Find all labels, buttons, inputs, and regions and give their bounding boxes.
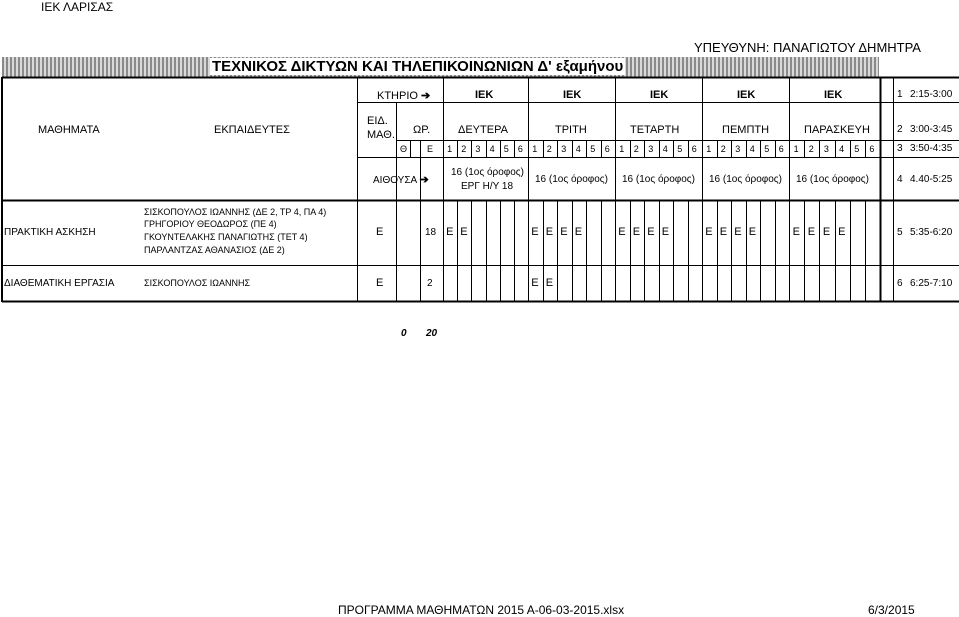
slot-mark: Ε — [545, 277, 554, 289]
course-name: ΔΙΑΘΕΜΑΤΙΚΗ ΕΡΓΑΣΙΑ — [4, 278, 115, 289]
teachers-header: ΕΚΠΑΙΔΕΥΤΕΣ — [214, 124, 290, 136]
period-number: 6 — [869, 144, 875, 154]
room-arrow-icon: ➔ — [419, 174, 429, 186]
footer-date: 6/3/2015 — [868, 603, 915, 617]
room-label — [373, 173, 429, 186]
period-number: 4 — [489, 144, 495, 154]
total-theory: 0 — [401, 328, 407, 339]
period-number: 3 — [561, 144, 567, 154]
day-wednesday: ΤΕΤΑΡΤΗ — [630, 124, 680, 136]
slot-mark: Ε — [647, 226, 655, 238]
period-number: 5 — [503, 144, 509, 154]
room-tuesday: 16 (1ος όροφος) — [535, 174, 608, 185]
period-number: 5 — [764, 144, 770, 154]
day-friday: ΠΑΡΑΣΚΕΥΗ — [804, 124, 870, 136]
slot-mark: Ε — [807, 226, 816, 238]
period-number: 4 — [749, 144, 755, 154]
slot-mark: Ε — [719, 226, 728, 238]
day-tuesday: ΤΡΙΤΗ — [555, 124, 587, 136]
slot-num-6: 6 — [897, 278, 903, 289]
spec-header-line1: ΕΙΔ. — [367, 115, 388, 127]
teacher-line: ΓΡΗΓΟΡΙΟΥ ΘΕΟΔΩΡΟΣ (ΠΕ 4) — [144, 219, 277, 229]
building-label — [377, 89, 430, 102]
period-number: 6 — [691, 144, 697, 154]
period-number: 1 — [532, 144, 538, 154]
period-number: 1 — [447, 144, 453, 154]
course-hours: 2 — [427, 278, 433, 289]
slot-mark: Ε — [838, 226, 846, 238]
slot-mark: Ε — [460, 226, 468, 238]
slot-num-2: 2 — [897, 124, 903, 135]
day-monday: ΔΕΥΤΕΡΑ — [458, 124, 508, 136]
period-number: 1 — [793, 144, 799, 154]
room-wednesday: 16 (1ος όροφος) — [622, 174, 695, 185]
slot-time-4: 4.40-5:25 — [910, 174, 953, 185]
slot-mark: Ε — [531, 226, 539, 238]
building-3: ΙΕΚ — [650, 89, 669, 101]
period-number: 3 — [648, 144, 654, 154]
period-number: 2 — [720, 144, 726, 154]
period-number: 2 — [808, 144, 814, 154]
slot-mark: Ε — [822, 226, 831, 238]
hours-header: ΩΡ. — [413, 124, 431, 136]
room-friday: 16 (1ος όροφος) — [796, 174, 869, 185]
slot-time-5: 5:35-6:20 — [910, 227, 953, 238]
building-arrow-icon: ➔ — [421, 90, 431, 102]
period-number: 6 — [778, 144, 784, 154]
slot-num-5: 5 — [897, 227, 903, 238]
slot-num-3: 3 — [897, 143, 903, 154]
spec-header-line2: ΜΑΘ. — [367, 129, 395, 141]
course-spec: Ε — [376, 226, 384, 238]
teacher-line: ΠΑΡΛΑΝΤΖΑΣ ΑΘΑΝΑΣΙΟΣ (ΔΕ 2) — [144, 245, 285, 255]
slot-mark: Ε — [705, 226, 713, 238]
subjects-header: ΜΑΘΗΜΑΤΑ — [38, 124, 100, 136]
period-number: 1 — [619, 144, 625, 154]
slot-num-1: 1 — [897, 89, 903, 100]
period-number: 1 — [706, 144, 712, 154]
slot-mark: Ε — [560, 226, 568, 238]
period-number: 4 — [839, 144, 845, 154]
period-number: 5 — [590, 144, 596, 154]
slot-mark: Ε — [545, 226, 554, 238]
room-monday-line1: 16 (1ος όροφος) — [451, 167, 524, 178]
teacher-line: ΣΙΣΚΟΠΟΥΛΟΣ ΙΩΑΝΝΗΣ — [144, 278, 251, 288]
slot-mark: Ε — [632, 226, 641, 238]
footer-filename: ΠΡΟΓΡΑΜΜΑ ΜΑΘΗΜΑΤΩΝ 2015 Α-06-03-2015.xlsx — [338, 603, 625, 617]
building-5: ΙΕΚ — [824, 89, 843, 101]
teacher-line: ΣΙΣΚΟΠΟΥΛΟΣ ΙΩΑΝΝΗΣ (ΔΕ 2, ΤΡ 4, ΠΑ 4) — [144, 207, 327, 217]
responsible-teacher: ΥΠΕΥΘΥΝΗ: ΠΑΝΑΓΙΩΤΟΥ ΔΗΜΗΤΡΑ — [694, 40, 921, 55]
page-title: ΤΕΧΝΙΚΟΣ ΔΙΚΤΥΩΝ ΚΑΙ ΤΗΛΕΠΙΚΟΙΝΩΝΙΩΝ Δ' εξαμήνου — [212, 58, 624, 75]
slot-mark: Ε — [792, 226, 800, 238]
lab-label: Ε — [427, 144, 434, 154]
slot-time-1: 2:15-3:00 — [910, 89, 953, 100]
room-thursday: 16 (1ος όροφος) — [709, 174, 782, 185]
room-label-text: ΑΙΘΟΥΣΑ — [373, 175, 417, 186]
period-number: 3 — [823, 144, 829, 154]
building-2: ΙΕΚ — [563, 89, 582, 101]
slot-time-6: 6:25-7:10 — [910, 278, 953, 289]
slot-mark: Ε — [734, 226, 742, 238]
period-number: 6 — [604, 144, 610, 154]
building-label-text: ΚΤΗΡΙΟ — [377, 90, 418, 102]
slot-time-2: 3:00-3:45 — [910, 124, 953, 135]
period-number: 4 — [575, 144, 581, 154]
course-spec: Ε — [376, 277, 384, 289]
slot-mark: Ε — [748, 226, 757, 238]
slot-num-4: 4 — [897, 174, 903, 185]
period-number: 3 — [735, 144, 741, 154]
total-lab: 20 — [426, 328, 438, 339]
course-name: ΠΡΑΚΤΙΚΗ ΑΣΚΗΣΗ — [4, 227, 96, 238]
teacher-line: ΓΚΟΥΝΤΕΛΑΚΗΣ ΠΑΝΑΓΙΩΤΗΣ (ΤΕΤ 4) — [144, 232, 308, 242]
period-number: 2 — [546, 144, 552, 154]
slot-mark: Ε — [531, 277, 539, 289]
slot-time-3: 3:50-4:35 — [910, 143, 953, 154]
theory-label: Θ — [400, 144, 408, 154]
period-number: 3 — [475, 144, 481, 154]
period-number: 2 — [461, 144, 467, 154]
slot-mark: Ε — [446, 226, 454, 238]
period-number: 5 — [854, 144, 860, 154]
day-thursday: ΠΕΜΠΤΗ — [722, 124, 770, 136]
building-4: ΙΕΚ — [737, 89, 756, 101]
period-number: 6 — [517, 144, 523, 154]
slot-mark: Ε — [574, 226, 583, 238]
period-number: 5 — [677, 144, 683, 154]
period-number: 2 — [633, 144, 639, 154]
room-monday-line2: ΕΡΓ Η/Υ 18 — [461, 181, 514, 192]
slot-mark: Ε — [661, 226, 670, 238]
period-number: 4 — [662, 144, 668, 154]
building-1: ΙΕΚ — [475, 89, 494, 101]
course-hours: 18 — [425, 227, 437, 238]
slot-mark: Ε — [618, 226, 626, 238]
school-label: ΙΕΚ ΛΑΡΙΣΑΣ — [41, 0, 114, 14]
